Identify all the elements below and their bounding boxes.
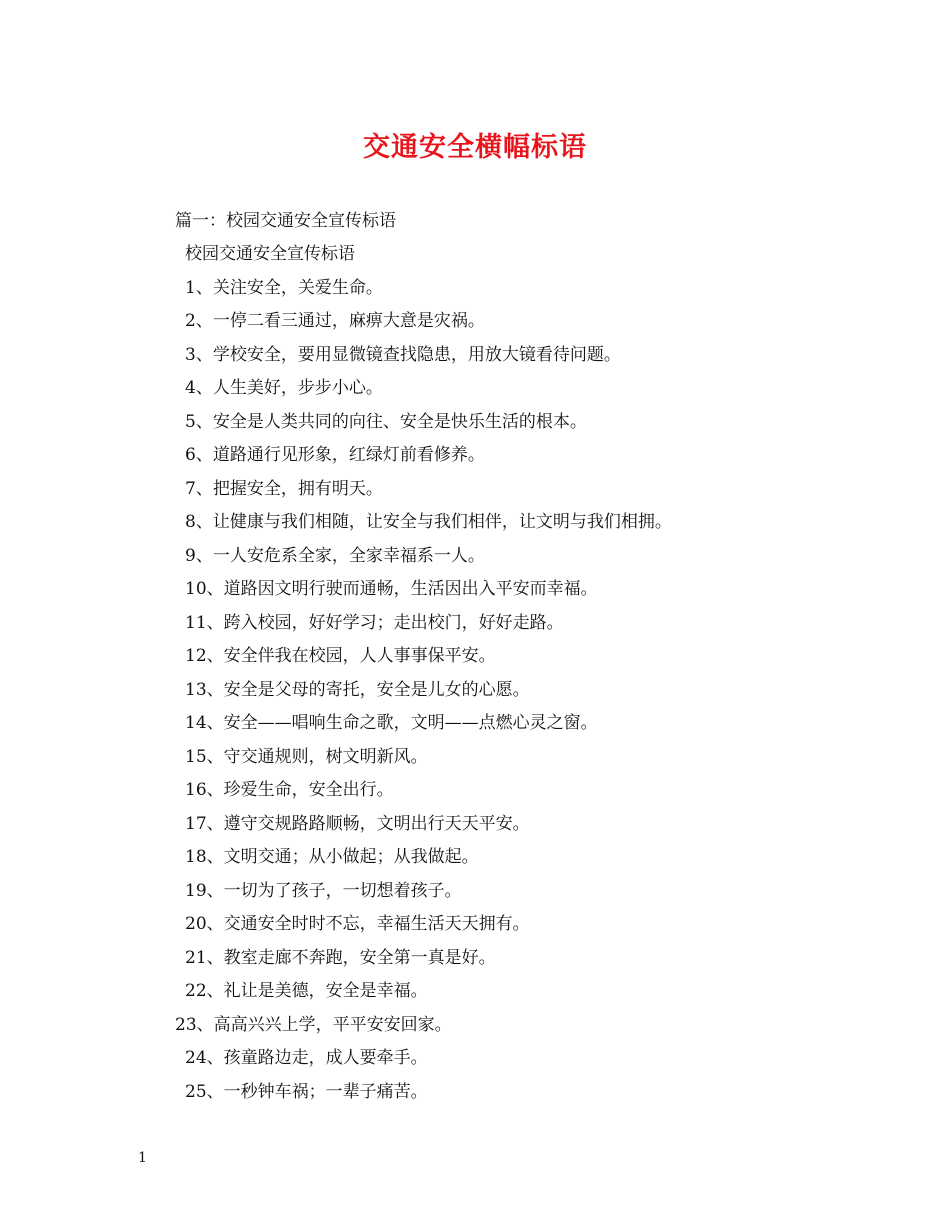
list-item: 20、交通安全时时不忘，幸福生活天天拥有。 xyxy=(185,914,530,934)
list-item: 23、高高兴兴上学，平平安安回家。 xyxy=(175,1014,452,1035)
list-item: 1、关注安全，关爱生命。 xyxy=(185,277,383,298)
list-item: 13、安全是父母的寄托，安全是儿女的心愿。 xyxy=(185,679,530,700)
page-number: 1 xyxy=(138,1150,147,1166)
list-item: 19、一切为了孩子，一切想着孩子。 xyxy=(185,880,462,901)
list-item: 10、道路因文明行驶而通畅，生活因出入平安而幸福。 xyxy=(185,579,598,599)
slogan-list xyxy=(175,238,885,1109)
list-item: 7、把握安全，拥有明天。 xyxy=(185,478,383,499)
document-title: 交通安全横幅标语 xyxy=(363,132,587,163)
list-item: 15、守交通规则，树文明新风。 xyxy=(185,746,428,767)
list-item: 3、学校安全，要用显微镜查找隐患，用放大镜看待问题。 xyxy=(185,344,621,365)
section-heading: 篇一：校园交通安全宣传标语 xyxy=(175,211,396,231)
list-item: 16、珍爱生命，安全出行。 xyxy=(185,780,394,800)
list-item: 24、孩童路边走，成人要牵手。 xyxy=(185,1048,428,1068)
list-subheading: 校园交通安全宣传标语 xyxy=(185,244,355,264)
list-item: 14、安全——唱响生命之歌，文明——点燃心灵之窗。 xyxy=(185,713,598,733)
list-item: 5、安全是人类共同的向往、安全是快乐生活的根本。 xyxy=(185,411,587,432)
list-item: 11、跨入校园，好好学习；走出校门，好好走路。 xyxy=(185,612,564,633)
list-item: 22、礼让是美德，安全是幸福。 xyxy=(185,981,428,1001)
list-item: 4、人生美好，步步小心。 xyxy=(185,378,383,398)
list-item: 17、遵守交规路路顺畅，文明出行天天平安。 xyxy=(185,813,530,834)
list-item: 2、一停二看三通过，麻痹大意是灾祸。 xyxy=(185,311,485,331)
list-item: 8、让健康与我们相随，让安全与我们相伴，让文明与我们相拥。 xyxy=(185,512,672,532)
list-item: 18、文明交通；从小做起；从我做起。 xyxy=(185,847,479,867)
list-item: 21、教室走廊不奔跑，安全第一真是好。 xyxy=(185,947,496,968)
list-item: 9、一人安危系全家，全家幸福系一人。 xyxy=(185,545,485,566)
list-item: 25、一秒钟车祸；一辈子痛苦。 xyxy=(185,1081,428,1102)
list-item: 6、道路通行见形象，红绿灯前看修养。 xyxy=(185,445,485,465)
list-item: 12、安全伴我在校园，人人事事保平安。 xyxy=(185,646,496,666)
